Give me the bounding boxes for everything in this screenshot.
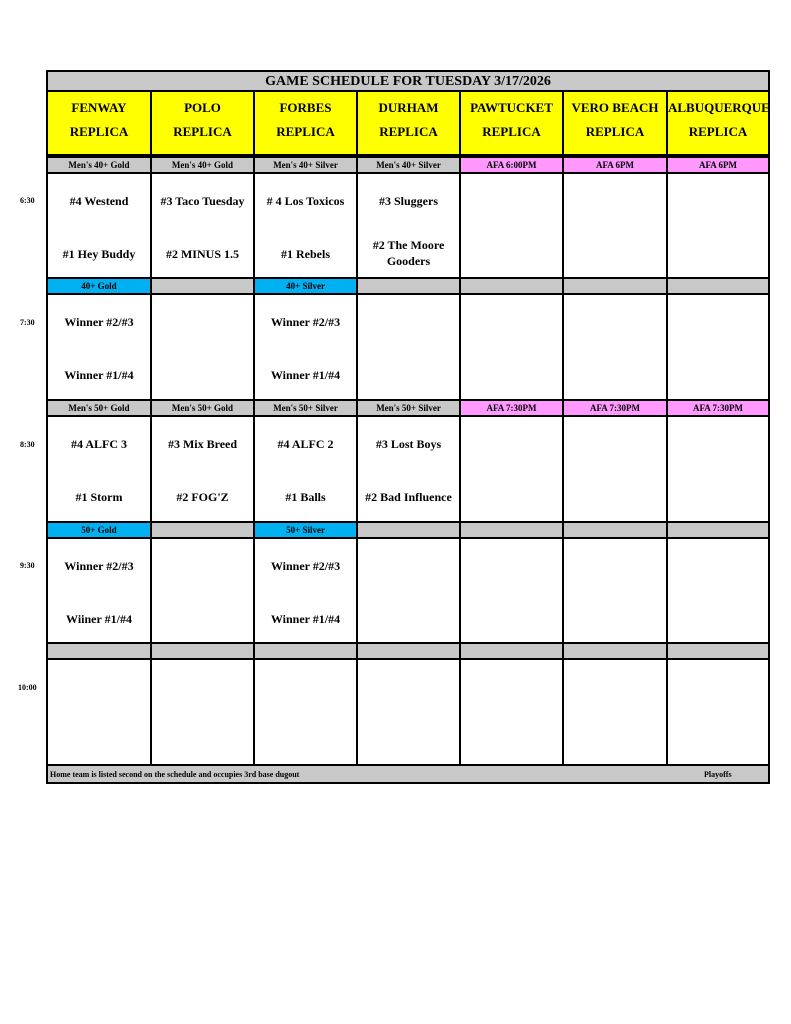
game-cell xyxy=(48,417,152,523)
away-team: # 4 Los Toxicos xyxy=(266,194,345,208)
game-cell xyxy=(255,295,358,401)
division-label xyxy=(564,158,668,172)
division-label xyxy=(48,523,152,537)
division-label xyxy=(564,279,668,293)
away-team: Winner #2/#3 xyxy=(270,559,341,573)
home-team: Winner #1/#4 xyxy=(64,368,134,382)
division-label-text: AFA 6PM xyxy=(698,160,738,170)
away-team: Winner #2/#3 xyxy=(270,315,341,329)
division-label-text: Men's 40+ Gold xyxy=(68,160,130,170)
footer-note: Home team is listed second on the schedule and occupies 3rd base dugout xyxy=(50,770,300,779)
away-team: Winner #2/#3 xyxy=(64,559,134,573)
game-cell xyxy=(48,295,152,401)
division-label xyxy=(255,523,358,537)
division-label xyxy=(668,158,768,172)
division-label xyxy=(668,523,768,537)
division-label-text: 40+ Silver xyxy=(286,281,325,291)
game-cell xyxy=(564,417,668,523)
division-label-text: AFA 7:30PM xyxy=(589,403,641,413)
away-team: #4 Westend xyxy=(69,194,129,208)
division-label-text: Men's 50+ Gold xyxy=(68,403,130,413)
home-team: #2 The Moore Gooders xyxy=(372,238,445,268)
game-cell xyxy=(255,660,358,766)
division-label xyxy=(255,644,358,658)
game-cell xyxy=(668,417,768,523)
division-label-text: AFA 7:30PM xyxy=(486,403,537,413)
field-subtitle: REPLICA xyxy=(276,124,335,139)
division-label xyxy=(358,279,461,293)
field-name: VERO BEACH xyxy=(571,100,659,115)
division-band-2 xyxy=(48,277,768,295)
division-label-text: AFA 6PM xyxy=(595,160,635,170)
away-team: Winner #2/#3 xyxy=(64,315,134,329)
schedule-table xyxy=(46,70,770,784)
field-name: DURHAM xyxy=(378,100,439,115)
field-subtitle: REPLICA xyxy=(69,124,129,139)
game-cell xyxy=(461,174,564,279)
home-team: Wiiner #1/#4 xyxy=(66,612,132,626)
division-label xyxy=(358,644,461,658)
time-label: 6:30 xyxy=(20,196,35,205)
field-name: FORBES xyxy=(279,100,332,115)
time-label: 7:30 xyxy=(20,318,35,327)
game-cell xyxy=(564,295,668,401)
division-label xyxy=(461,279,564,293)
division-label xyxy=(152,279,255,293)
game-cell xyxy=(358,539,461,644)
division-band-4 xyxy=(48,521,768,539)
home-team: #1 Storm xyxy=(75,490,123,504)
division-band-3 xyxy=(48,399,768,417)
division-label-text: 50+ Gold xyxy=(81,525,117,535)
field-header-2 xyxy=(152,92,255,156)
home-team: #1 Hey Buddy xyxy=(62,247,136,261)
division-label xyxy=(255,279,358,293)
time-label: 10:00 xyxy=(18,683,37,692)
away-team: #4 ALFC 2 xyxy=(277,437,334,451)
home-team: #1 Rebels xyxy=(281,247,330,261)
game-cell xyxy=(668,660,768,766)
field-name: PAWTUCKET xyxy=(470,100,553,115)
division-label xyxy=(358,158,461,172)
division-label xyxy=(48,401,152,415)
game-cell xyxy=(564,174,668,279)
division-label-text: Men's 40+ Gold xyxy=(171,160,234,170)
game-cell xyxy=(461,417,564,523)
field-header-5 xyxy=(461,92,564,156)
division-label-text: Men's 50+ Silver xyxy=(376,403,441,413)
field-header-7 xyxy=(668,92,768,156)
field-subtitle: REPLICA xyxy=(585,124,645,139)
division-label xyxy=(668,279,768,293)
game-cell xyxy=(461,539,564,644)
division-label xyxy=(461,523,564,537)
game-cell xyxy=(255,174,358,279)
field-name: ALBUQUERQUE xyxy=(668,100,770,115)
away-team: #3 Mix Breed xyxy=(167,437,238,451)
game-cell xyxy=(48,174,152,279)
game-cell xyxy=(668,174,768,279)
field-subtitle: REPLICA xyxy=(379,124,438,139)
footer-playoffs: Playoffs xyxy=(704,770,732,779)
division-label xyxy=(48,644,152,658)
home-team: #2 FOG'Z xyxy=(176,490,229,504)
game-cell xyxy=(358,417,461,523)
game-cell xyxy=(152,417,255,523)
home-team: #2 Bad Influence xyxy=(365,490,452,504)
division-label-text: Men's 40+ Silver xyxy=(273,160,338,170)
field-name: POLO xyxy=(184,100,221,115)
division-label xyxy=(668,644,768,658)
division-label xyxy=(564,523,668,537)
away-team: #4 ALFC 3 xyxy=(70,437,127,451)
division-label xyxy=(152,523,255,537)
game-cell xyxy=(668,539,768,644)
home-team: Winner #1/#4 xyxy=(270,612,341,626)
division-label-text: Men's 40+ Silver xyxy=(376,160,441,170)
division-label xyxy=(48,158,152,172)
game-cell xyxy=(358,295,461,401)
division-label xyxy=(358,523,461,537)
schedule-title: GAME SCHEDULE FOR TUESDAY 3/17/2026 xyxy=(48,72,768,92)
time-label: 8:30 xyxy=(20,440,35,449)
division-label xyxy=(461,158,564,172)
field-subtitle: REPLICA xyxy=(482,124,541,139)
division-label xyxy=(152,401,255,415)
division-band-1 xyxy=(48,156,768,174)
game-cell xyxy=(152,295,255,401)
game-cell xyxy=(564,539,668,644)
away-team: #3 Taco Tuesday xyxy=(160,194,245,208)
division-label-text: AFA 6:00PM xyxy=(486,160,537,170)
division-label-text: AFA 7:30PM xyxy=(692,403,744,413)
division-label xyxy=(668,401,768,415)
field-subtitle: REPLICA xyxy=(173,124,232,139)
division-band-5 xyxy=(48,642,768,660)
field-header-4 xyxy=(358,92,461,156)
game-cell xyxy=(152,174,255,279)
division-label xyxy=(48,279,152,293)
field-header-3 xyxy=(255,92,358,156)
game-cell xyxy=(152,660,255,766)
division-label-text: Men's 50+ Silver xyxy=(273,403,338,413)
division-label-text: 40+ Gold xyxy=(81,281,117,291)
game-cell xyxy=(48,539,152,644)
home-team: #1 Balls xyxy=(285,490,326,504)
division-label xyxy=(255,158,358,172)
division-label-text: 50+ Silver xyxy=(286,525,325,535)
game-cell xyxy=(668,295,768,401)
division-label xyxy=(152,158,255,172)
away-team: #3 Lost Boys xyxy=(375,437,442,451)
game-cell xyxy=(152,539,255,644)
game-cell xyxy=(564,660,668,766)
division-label-text: Men's 50+ Gold xyxy=(171,403,234,413)
home-team: Winner #1/#4 xyxy=(270,368,341,382)
field-header-1 xyxy=(48,92,152,156)
game-cell xyxy=(48,660,152,766)
field-name: FENWAY xyxy=(71,100,127,115)
game-cell xyxy=(358,174,461,279)
division-label xyxy=(564,644,668,658)
home-team: #2 MINUS 1.5 xyxy=(165,247,239,261)
game-cell xyxy=(255,417,358,523)
time-label: 9:30 xyxy=(20,561,35,570)
division-label xyxy=(152,644,255,658)
division-label xyxy=(461,644,564,658)
division-label xyxy=(461,401,564,415)
division-label xyxy=(255,401,358,415)
footer-bar xyxy=(48,764,768,782)
field-subtitle: REPLICA xyxy=(688,124,748,139)
away-team: #3 Sluggers xyxy=(378,194,438,208)
game-cell xyxy=(358,660,461,766)
game-cell xyxy=(255,539,358,644)
division-label xyxy=(358,401,461,415)
game-cell xyxy=(461,660,564,766)
division-label xyxy=(564,401,668,415)
game-cell xyxy=(461,295,564,401)
field-header-6 xyxy=(564,92,668,156)
